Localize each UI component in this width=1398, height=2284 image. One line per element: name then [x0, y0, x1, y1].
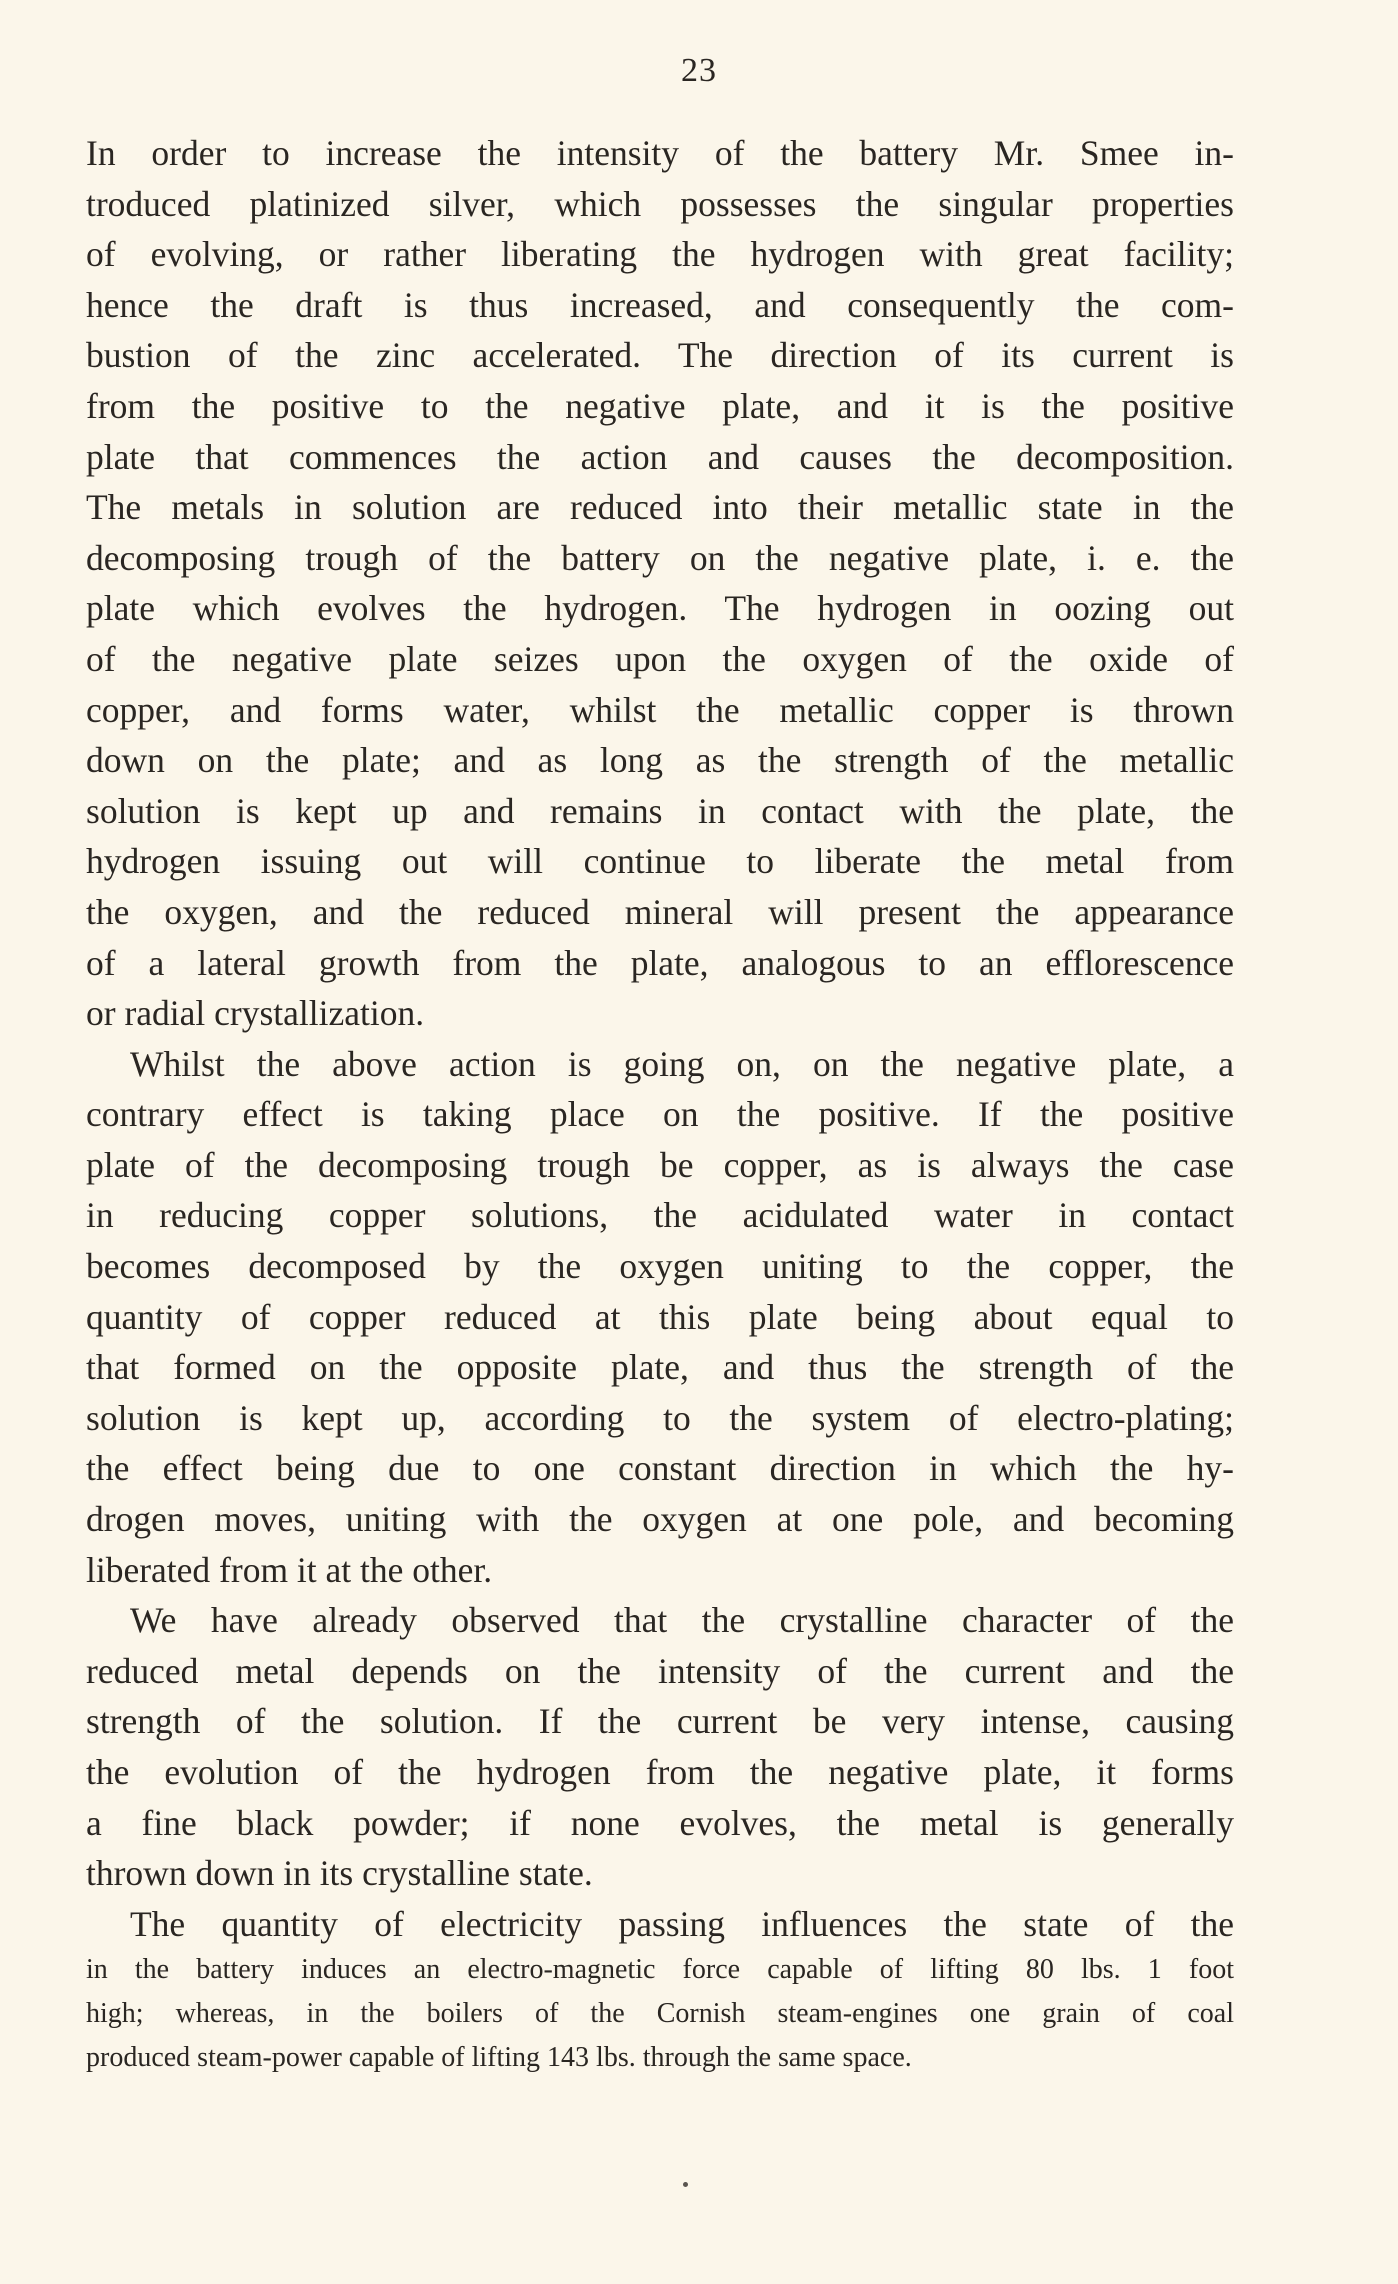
text-line: drogen moves, uniting with the oxygen at one pole, and becoming — [86, 1499, 1234, 1540]
text-line: of evolving, or rather liberating the hydrogen with great facility; — [86, 234, 1234, 275]
text-line: quantity of copper reduced at this plate being about equal to — [86, 1296, 1234, 1337]
text-line: troduced platinized silver, which possesses the singular properties — [86, 183, 1234, 224]
text-line: from the positive to the negative plate, and it is the positive — [86, 385, 1234, 426]
text-line: The metals in solution are reduced into their metallic state in the — [86, 487, 1234, 528]
text-line: plate of the decomposing trough be copper, as is always the case — [86, 1144, 1234, 1185]
page-number: 23 — [681, 52, 717, 89]
text-line: In order to increase the intensity of the battery Mr. Smee in- — [86, 133, 1234, 173]
text-line: solution is kept up and remains in contact with the plate, the — [86, 790, 1234, 831]
footnote-line: produced steam-power capable of lifting 143 lbs. through the same space. — [86, 2042, 912, 2073]
text-line: the oxygen, and the reduced mineral will present the appearance — [86, 891, 1234, 932]
text-line: reduced metal depends on the intensity of the current and the — [86, 1650, 1234, 1691]
text-line: the effect being due to one constant direction in which the hy- — [86, 1448, 1234, 1489]
text-line: copper, and forms water, whilst the metallic copper is thrown — [86, 689, 1234, 730]
text-line: down on the plate; and as long as the strength of the metallic — [86, 740, 1234, 781]
text-line: that formed on the opposite plate, and thus the strength of the — [86, 1347, 1234, 1388]
text-line: becomes decomposed by the oxygen uniting to the copper, the — [86, 1246, 1234, 1287]
footnote-line: high; whereas, in the boilers of the Cornish steam-engines one grain of coal — [86, 1998, 1234, 2029]
text-line: bustion of the zinc accelerated. The direction of its current is — [86, 335, 1234, 376]
text-line: thrown down in its crystalline state. — [86, 1853, 593, 1894]
text-line: a fine black powder; if none evolves, the metal is generally — [86, 1802, 1234, 1843]
text-line: solution is kept up, according to the system of electro-plating; — [86, 1397, 1234, 1438]
text-line: of a lateral growth from the plate, analogous to an efflorescence — [86, 942, 1234, 983]
ink-speck — [683, 2182, 688, 2187]
text-line: hydrogen issuing out will continue to liberate the metal from — [86, 841, 1234, 882]
text-line: the evolution of the hydrogen from the negative plate, it forms — [86, 1752, 1234, 1792]
text-line: strength of the solution. If the current be very intense, causing — [86, 1701, 1234, 1742]
text-line: or radial crystallization. — [86, 993, 425, 1034]
text-line: in reducing copper solutions, the acidulated water in contact — [86, 1195, 1234, 1236]
body-text — [86, 128, 1234, 1949]
text-line: decomposing trough of the battery on the negative plate, i. e. the — [86, 537, 1234, 578]
text-line: hence the draft is thus increased, and consequently the com- — [86, 284, 1234, 325]
text-line: plate which evolves the hydrogen. The hydrogen in oozing out — [86, 588, 1234, 629]
footnote-line: in the battery induces an electro-magnetic force capable of lifting 80 lbs. 1 foot — [86, 1954, 1234, 1985]
text-line: The quantity of electricity passing influences the state of the — [130, 1903, 1234, 1944]
footnote — [86, 1948, 1234, 2080]
text-line: plate that commences the action and causes the decomposition. — [86, 436, 1234, 477]
text-line: liberated from it at the other. — [86, 1549, 493, 1590]
text-line: Whilst the above action is going on, on the negative plate, a — [130, 1043, 1234, 1084]
text-line: We have already observed that the crystalline character of the — [130, 1600, 1234, 1641]
text-line: of the negative plate seizes upon the oxygen of the oxide of — [86, 638, 1234, 679]
text-line: contrary effect is taking place on the positive. If the positive — [86, 1094, 1234, 1135]
